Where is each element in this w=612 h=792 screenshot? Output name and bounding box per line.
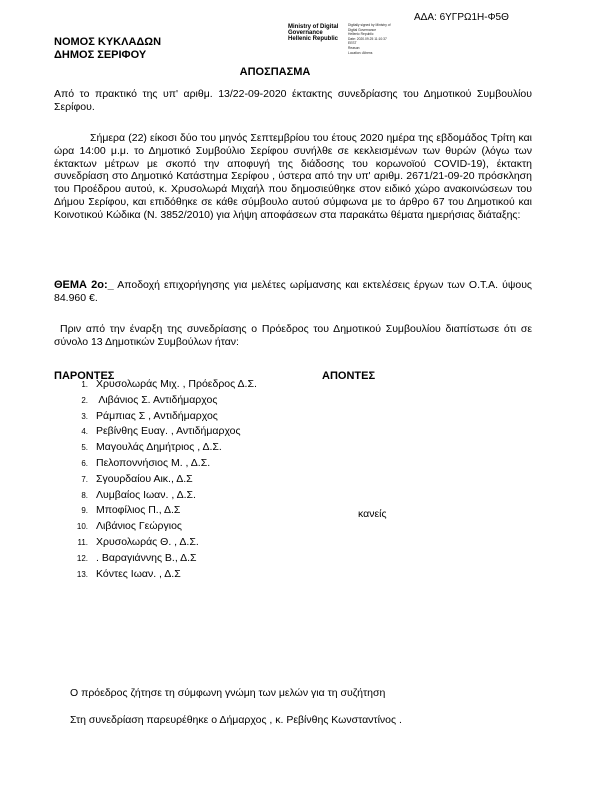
member-name: Μαγουλάς Δημήτριος , Δ.Σ.	[96, 441, 222, 454]
member-number: 6.	[81, 458, 88, 468]
quorum-paragraph: Πριν από την έναρξη της συνεδρίασης ο Πρόεδρος του Δημοτικού Συμβουλίου διαπίστωσε ότι σε σύνολο 13 Δημοτικών Συμβούλων ήταν:	[54, 323, 532, 348]
member-number: 11.	[77, 537, 88, 547]
member-name: Σγουρδαίου Αικ., Δ.Σ	[96, 472, 193, 485]
member-name: Χρυσολωράς Μιχ. , Πρόεδρος Δ.Σ.	[96, 378, 257, 390]
signature-detail: Reason:	[348, 45, 361, 50]
member-number: 10.	[76, 522, 88, 532]
footer-line: Ο πρόεδρος ζήτησε τη σύμφωνη γνώμη των μελών για τη συζήτηση	[70, 687, 386, 699]
list-item	[62, 503, 257, 519]
list-item	[62, 456, 257, 472]
absent-value: κανείς	[358, 508, 387, 520]
list-item	[62, 393, 257, 409]
municipality-name: ΔΗΜΟΣ ΣΕΡΙΦΟΥ	[54, 49, 147, 61]
member-number: 13.	[76, 569, 88, 579]
list-item	[62, 567, 257, 583]
member-number: 12.	[76, 553, 88, 563]
member-name: Λιβάνιος Σ. Αντιδήμαρχος	[96, 393, 218, 406]
signature-detail: Hellenic Republic	[348, 32, 374, 37]
member-number: 3.	[81, 411, 88, 421]
member-number: 5.	[81, 443, 88, 453]
member-name: Μποφίλιος Π., Δ.Σ	[96, 504, 181, 517]
prefecture-name: ΝΟΜΟΣ ΚΥΚΛΑΔΩΝ	[54, 36, 162, 48]
list-item	[62, 440, 257, 456]
member-number: 9.	[81, 506, 88, 516]
absent-heading: ΑΠΟΝΤΕΣ	[322, 370, 376, 382]
signature-line: Governance	[288, 30, 323, 36]
signature-detail: Location: Athens	[348, 50, 373, 55]
signature-line: Ministry of Digital	[288, 24, 339, 30]
member-name: Λυμβαίος Ιωαν. , Δ.Σ.	[96, 488, 196, 501]
list-item	[62, 535, 257, 551]
subject-label: ΘΕΜΑ 2ο:_	[54, 279, 114, 291]
member-name: . Βαραγιάννης Β., Δ.Σ	[96, 551, 197, 564]
list-item	[62, 472, 257, 488]
member-name: Κόντες Ιωαν. , Δ.Σ	[96, 567, 181, 580]
list-item	[62, 551, 257, 567]
signature-detail: Date: 2020.09.25 11:10:37	[348, 36, 387, 41]
member-number: 2.	[81, 395, 88, 405]
intro-paragraph: Από το πρακτικό της υπ' αριθμ. 13/22-09-2020 έκτακτης συνεδρίασης του Δημοτικού Συμβουλίου Σερίφου.	[54, 88, 532, 113]
list-item	[62, 409, 257, 425]
list-item	[62, 424, 257, 440]
digital-signature-label	[288, 24, 338, 42]
member-number: 4.	[81, 427, 88, 437]
member-number: 8.	[81, 490, 88, 500]
list-item	[62, 488, 257, 504]
present-members-list	[62, 377, 257, 582]
signature-detail: Digitally signed by Ministry of	[348, 23, 391, 27]
member-name: Λιβάνιος Γεώργιος	[96, 520, 182, 533]
body-paragraph: Σήμερα (22) είκοσι δύο του μηνός Σεπτεμβρίου του έτους 2020 ημέρα της εβδομάδος Τρίτη και ώρα 14:00 μ.μ. το Δημοτικό Συμβούλιο Σερίφου συνήλθε σε κεκλεισμένων των θυρών (λόγω των έκτακτων μέτρων με σκοπό την αποφυγή της διάδοσης του κορωνοϊού COVID-19), έκτακτη συνεδρίαση στο Δημοτικό Κατάστημα Σερίφου , ύστερα από την υπ' αριθμ. 2671/21-09-20 πρόσκληση του Προέδρου αυτού, κ. Χρυσολωρά Μιχαήλ που δημοσιεύθηκε στον ειδικό χώρο ανακοινώσεων του Δήμου Σερίφου, και επιδόθηκε σε κάθε σύμβουλο αυτού σύμφωνα με το άρθρο 67 του Δημοτικού και Κοινοτικού Κώδικα (Ν. 3852/2010) για λήψη αποφάσεων στα παρακάτω θέματα ημερήσιας διάταξης:	[54, 132, 532, 221]
signature-line: Hellenic Republic	[288, 36, 339, 42]
ada-code: ΑΔΑ: 6ΥΓΡΩ1Η-Φ5Θ	[414, 12, 509, 23]
present-heading: ΠΑΡΟΝΤΕΣ	[54, 370, 115, 382]
list-item	[62, 377, 257, 393]
member-name: Πελοποννήσιος Μ. , Δ.Σ.	[96, 456, 211, 469]
member-name: Ράμπιας Σ , Αντιδήμαρχος	[96, 409, 218, 422]
document-title: ΑΠΟΣΠΑΣΜΑ	[239, 66, 311, 78]
member-name: Ρεβίνθης Ευαγ. , Αντιδήμαρχος	[96, 425, 241, 438]
list-item	[62, 519, 257, 535]
signature-detail: Digital Governance	[348, 27, 377, 32]
subject-text: Αποδοχή επιχορήγησης για μελέτες ωρίμανσης και εκτελέσεις έργων των Ο.Τ.Α. ύψους 84.960 €.	[54, 279, 532, 304]
signature-detail: EEST	[348, 41, 357, 46]
member-number: 1.	[81, 380, 88, 389]
footer-line: Στη συνεδρίαση παρευρέθηκε ο Δήμαρχος , κ. Ρεβίνθης Κωνσταντίνος .	[70, 714, 402, 726]
member-number: 7.	[81, 474, 88, 484]
subject-paragraph	[54, 279, 532, 305]
member-name: Χρυσολωράς Θ. , Δ.Σ.	[96, 535, 199, 548]
digital-signature-details	[348, 23, 406, 55]
